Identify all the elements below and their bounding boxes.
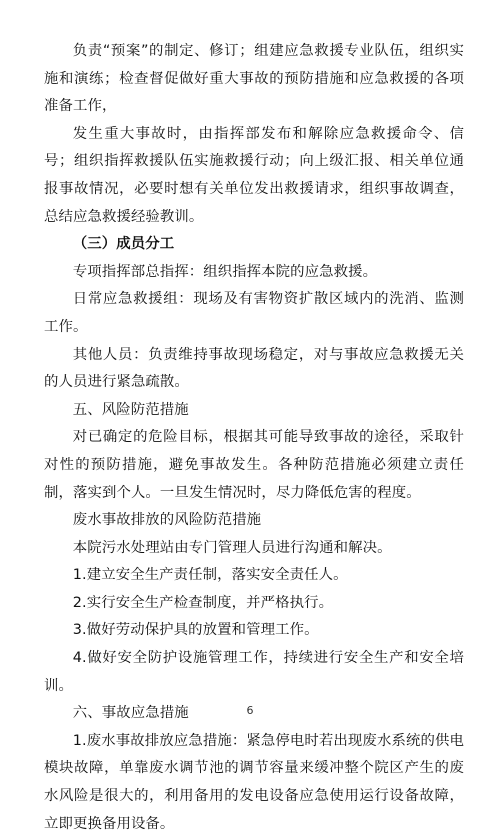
page-body [44,38,464,838]
paragraph-commander-role: 专项指挥部总指挥：组织指挥本院的应急救援。 [72,263,378,280]
paragraph-other-personnel: 其他人员：负责维持事故现场稳定，对与事故应急救援无关的人员进行紧急疏散。 [44,346,464,391]
paragraph-prevention-measures: 对已确定的危险目标，根据其可能导致事故的途径，采取针对性的预防措施，避免事故发生。各种防范措施必须建立责任制，落实到个人。一旦发生情况时，尽力降低危害的程度。 [44,429,464,501]
paragraph-wastewater-emergency: 1.废水事故排放应急措施：紧急停电时若出现废水系统的供电模块故障，单靠废水调节池的调节容量来缓冲整个院区产生的废水风险是很大的，利用备用的发电设备应急使用运行设备故障，立即更换备用设备。 [44,732,464,832]
paragraph-sewage-station: 本院污水处理站由专门管理人员进行沟通和解决。 [72,539,392,556]
section-heading-member-roles: （三）成员分工 [72,236,175,253]
list-item-1: 1.建立安全生产责任制，落实安全责任人。 [72,567,348,584]
section-heading-risk-prevention: 五、风险防范措施 [72,401,189,418]
list-item-3: 3.做好劳动保护具的放置和管理工作。 [72,622,319,639]
list-item-4: 4.做好安全防护设施管理工作，持续进行安全生产和安全培训。 [44,650,464,694]
section-heading-emergency-measures: 六、事故应急措施 [72,705,189,722]
page-number: 6 [246,704,254,717]
subheading-wastewater-risk: 废水事故排放的风险防范措施 [72,512,262,529]
list-item-2: 2.实行安全生产检查制度，并严格执行。 [72,594,334,611]
paragraph-daily-rescue-team: 日常应急救援组：现场及有害物资扩散区域内的洗消、监测工作。 [44,291,464,335]
paragraph-major-accident-duties: 发生重大事故时，由指挥部发布和解除应急救援命令、信号；组织指挥救援队伍实施救援行动；向上级汇报、相关单位通报事故情况，必要时想有关单位发出救援请求，组织事故调查，总结应急救援经验教训。 [44,125,464,225]
paragraph-responsibilities: 负责“预案”的制定、修订；组建应急救援专业队伍，组织实施和演练；检查督促做好重大事故的预防措施和应急救援的各项准备工作， [44,43,464,115]
